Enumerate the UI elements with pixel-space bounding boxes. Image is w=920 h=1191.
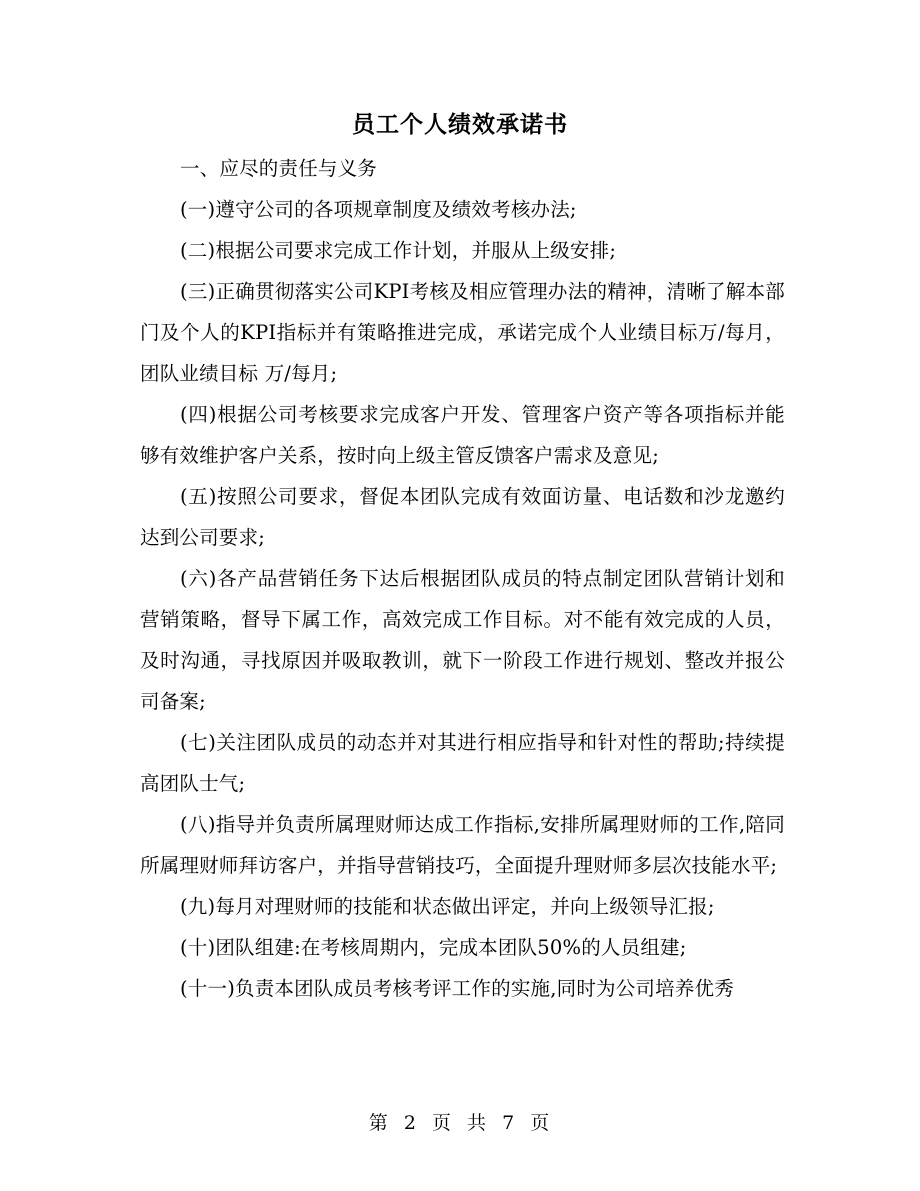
- total-unit: 页: [530, 1112, 552, 1134]
- duty-item-3: (三)正确贯彻落实公司KPI考核及相应管理办法的精神，清晰了解本部门及个人的KPI指标并有策略推进完成，承诺完成个人业绩目标万/每月，团队业绩目标 万/每月;: [140, 280, 785, 385]
- duty-item-4: (四)根据公司考核要求完成客户开发、管理客户资产等各项指标并能够有效维护客户关系，按时向上级主管反馈客户需求及意见;: [140, 403, 785, 467]
- duty-item-10: (十)团队组建:在考核周期内，完成本团队50%的人员组建;: [180, 936, 687, 959]
- page-footer: [0, 1108, 920, 1138]
- total-prefix: 共: [467, 1112, 489, 1134]
- duty-item-11: (十一)负责本团队成员考核考评工作的实施,同时为公司培养优秀: [180, 977, 734, 1000]
- duty-item-8: (八)指导并负责所属理财师达成工作指标,安排所属理财师的工作,陪同所属理财师拜访客户，并指导营销技巧，全面提升理财师多层次技能水平;: [140, 813, 785, 877]
- duty-item-9: (九)每月对理财师的技能和状态做出评定，并向上级领导汇报;: [180, 895, 715, 918]
- duty-item-2: (二)根据公司要求完成工作计划，并服从上级安排;: [180, 239, 617, 262]
- duty-item-6: (六)各产品营销任务下达后根据团队成员的特点制定团队营销计划和营销策略，督导下属工作，高效完成工作目标。对不能有效完成的人员，及时沟通，寻找原因并吸取教训，就下一阶段工作进行规划、整改并报公司备案;: [140, 567, 785, 713]
- total-pages: 7: [502, 1112, 517, 1134]
- duty-item-1: (一)遵守公司的各项规章制度及绩效考核办法;: [180, 198, 577, 221]
- document-title: 员工个人绩效承诺书: [352, 111, 568, 138]
- section-heading-duties: 一、应尽的责任与义务: [180, 157, 378, 180]
- page-number: 2: [403, 1112, 418, 1134]
- page-prefix: 第: [368, 1112, 390, 1134]
- page-unit: 页: [431, 1112, 453, 1134]
- duty-item-5: (五)按照公司要求，督促本团队完成有效面访量、电话数和沙龙邀约达到公司要求;: [140, 485, 785, 549]
- document-body: [140, 148, 785, 1009]
- duty-item-7: (七)关注团队成员的动态并对其进行相应指导和针对性的帮助;持续提高团队士气;: [140, 731, 785, 795]
